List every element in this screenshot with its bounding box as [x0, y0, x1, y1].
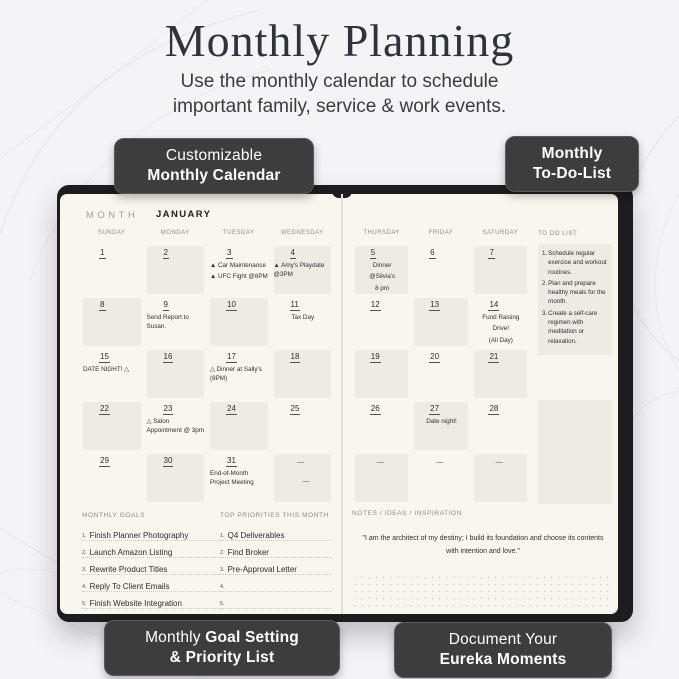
badge-text-segment: Monthly [145, 629, 206, 646]
day-number: 26 [370, 404, 380, 413]
cell-shading [210, 298, 268, 346]
monthly-goal-item [82, 558, 224, 575]
calendar-day-cell [471, 348, 530, 400]
cell-shading [210, 402, 268, 450]
calendar-day-cell [271, 296, 335, 348]
todo-item-text: Create a self-care regimen with meditation or relaxation. [548, 309, 598, 345]
event-entry: Dinner [372, 262, 392, 269]
monthly-goals-list [82, 524, 224, 609]
calendar-day-cell [352, 348, 411, 400]
day-number: 2 [163, 248, 168, 257]
day-header: TUESDAY [223, 230, 255, 236]
right-page-day-headers [352, 230, 530, 236]
dot-grid [352, 574, 610, 610]
day-number: 28 [489, 404, 499, 413]
event-entry: @Silvia's [369, 273, 396, 281]
day-number: 29 [100, 456, 109, 465]
todo-item-number: 3. [542, 309, 548, 317]
day-number: 7 [489, 248, 494, 257]
event-entry: Tax Day [291, 314, 315, 321]
calendar-day-cell [471, 296, 530, 348]
calendar-day-cell [144, 348, 208, 400]
event-entry: △ Salon Appointment @ 3pm [146, 418, 204, 435]
calendar-day-cell [207, 348, 271, 400]
todo-list-column [538, 230, 614, 345]
badge-text-segment: Monthly [541, 145, 603, 162]
calendar-day-cell [207, 296, 271, 348]
subtitle-line: important family, service & work events. [172, 95, 507, 117]
calendar-day-cell [352, 296, 411, 348]
calendar-day-cell [411, 452, 470, 504]
left-page-day-headers [80, 230, 334, 236]
calendar-day-cell [144, 296, 208, 348]
list-item-number: 5. [82, 601, 87, 607]
left-page-calendar-grid [80, 244, 334, 504]
calendar-day-cell [144, 400, 208, 452]
badge-text-line [125, 166, 303, 186]
calendar-day-cell [471, 244, 530, 296]
day-number: 19 [370, 352, 380, 361]
todo-list-header: TO DO LIST [538, 230, 578, 237]
monthly-goal-item [82, 524, 224, 541]
cell-shading [355, 350, 408, 398]
calendar-day-cell [352, 400, 411, 452]
calendar-day-cell [80, 348, 144, 400]
cell-shading [83, 298, 141, 346]
day-number: 8 [100, 300, 105, 309]
calendar-day-cell [207, 452, 271, 504]
calendar-day-cell [80, 244, 144, 296]
calendar-day-cell [411, 244, 470, 296]
event-entry: △ Dinner at Sally's (8PM) [210, 366, 262, 383]
page-spine [341, 194, 343, 614]
badge-text-line [125, 146, 303, 166]
top-priorities-list [220, 524, 332, 609]
calendar-day-cell [471, 452, 530, 504]
day-header: SUNDAY [97, 230, 126, 236]
event-entry: ▲ Car Maintenance [210, 262, 266, 269]
event-entry: Date night! [426, 418, 457, 425]
day-header: THURSDAY [363, 230, 400, 236]
list-item-text: Launch Amazon Listing [89, 548, 173, 557]
priority-item [220, 575, 332, 592]
list-item-number: 1. [82, 533, 87, 539]
day-number: 1 [100, 248, 105, 257]
list-item-number: 3. [220, 567, 225, 573]
badge-text-segment: Document Your [448, 631, 558, 648]
day-events [414, 417, 468, 428]
monthly-goal-item [82, 592, 224, 609]
list-item-text: Find Broker [227, 548, 269, 557]
day-number: 20 [430, 352, 440, 361]
day-events [147, 313, 206, 334]
priority-item [220, 558, 332, 575]
calendar-day-cell [144, 452, 208, 504]
day-number: 22 [100, 404, 109, 413]
cell-shading [147, 350, 205, 398]
list-item-number: 1. [220, 533, 225, 539]
day-events [474, 313, 528, 347]
month-value-handwritten: JANUARY [156, 209, 212, 220]
handwritten-quote: "I am the architect of my destiny; I build its foundation and choose its contents with intention and love." [362, 535, 604, 556]
top-priorities-section [220, 512, 332, 609]
day-number: 3 [227, 248, 232, 257]
day-events [355, 261, 409, 295]
todo-item [542, 249, 609, 277]
badge-document-eureka-moments [394, 622, 612, 678]
list-item-text: Finish Website Integration [89, 599, 182, 608]
list-item-number: 2. [220, 550, 225, 556]
calendar-day-cell [207, 400, 271, 452]
priority-item [220, 524, 332, 541]
badge-text-line [115, 628, 329, 648]
day-number: 17 [227, 352, 236, 361]
badge-text-line [516, 164, 628, 184]
calendar-day-cell [207, 244, 271, 296]
calendar-day-cell [271, 348, 335, 400]
todo-item-number: 2. [542, 279, 548, 287]
month-label: MONTH [86, 210, 139, 221]
calendar-day-cell [411, 400, 470, 452]
monthly-goal-item [82, 575, 224, 592]
day-events [83, 365, 142, 376]
day-events [210, 261, 269, 284]
calendar-day-cell [80, 296, 144, 348]
calendar-day-cell [411, 296, 470, 348]
notes-section [352, 510, 614, 559]
badge-text-line [405, 630, 601, 650]
calendar-day-cell [80, 400, 144, 452]
day-header: MONDAY [160, 230, 190, 236]
empty-day-dash: — [376, 459, 384, 466]
calendar-day-cell [352, 452, 411, 504]
badge-text-line [115, 648, 329, 668]
day-number: 13 [430, 300, 440, 309]
day-events [274, 261, 333, 282]
day-number: 9 [163, 300, 168, 309]
day-events [210, 365, 269, 386]
badge-text-segment: Goal Setting [205, 629, 299, 646]
badge-monthly-goal-setting [104, 620, 340, 676]
todo-empty-block [538, 400, 612, 504]
notes-header: NOTES / IDEAS / INSPIRATION [352, 510, 462, 517]
calendar-day-cell [144, 244, 208, 296]
badge-text-segment: Eureka Moments [439, 651, 567, 669]
day-number: 4 [290, 248, 295, 257]
day-number: 12 [370, 300, 380, 309]
badge-text-segment: To-Do-List [532, 165, 612, 183]
calendar-day-cell [271, 452, 335, 504]
list-item-text: Rewrite Product Titles [89, 565, 168, 574]
calendar-day-cell [80, 452, 144, 504]
monthly-goals-section [82, 512, 224, 609]
badge-text-line [516, 144, 628, 164]
cell-shading [147, 246, 205, 294]
day-number: 27 [430, 404, 440, 413]
day-number: 31 [227, 456, 236, 465]
planner-cover [57, 185, 633, 622]
day-events [147, 417, 206, 438]
priority-item [220, 592, 332, 609]
day-number: 10 [227, 300, 236, 309]
planner-pages [60, 194, 618, 614]
cell-shading [414, 298, 467, 346]
top-priorities-header: TOP PRIORITIES THIS MONTH [220, 512, 329, 519]
day-number: 21 [489, 352, 499, 361]
day-number: 15 [100, 352, 109, 361]
list-item-text: Pre-Approval Letter [227, 565, 297, 574]
day-events [210, 469, 269, 490]
badge-monthly-to-do-list [505, 136, 639, 192]
badge-text-segment: Customizable [165, 147, 263, 164]
todo-item-text: Plan and prepare healthy meals for the month. [548, 279, 606, 306]
day-header: FRIDAY [428, 230, 454, 236]
empty-day-dash: — [436, 459, 444, 466]
page-title: Monthly Planning [164, 15, 515, 66]
todo-item-number: 1. [542, 250, 548, 257]
event-entry: ▲ Amy's Playdate @3PM [273, 262, 325, 279]
day-events [274, 313, 333, 324]
calendar-day-cell [411, 348, 470, 400]
event-entry: DATE NIGHT! △ [83, 366, 130, 373]
list-item-number: 5. [220, 601, 225, 607]
empty-day-dash: — [297, 459, 305, 466]
day-number: 11 [290, 300, 299, 309]
monthly-goal-item [82, 541, 224, 558]
cell-shading [83, 402, 141, 450]
badge-text-segment: Monthly Calendar [147, 167, 281, 185]
list-item-text: Q4 Deliverables [227, 531, 285, 540]
day-number: 5 [370, 248, 376, 257]
event-entry: (All Day) [488, 336, 513, 344]
list-item-number: 4. [220, 584, 225, 590]
subtitle-line: Use the monthly calendar to schedule [180, 71, 499, 92]
list-item-number: 2. [82, 550, 87, 556]
todo-item [542, 279, 609, 307]
page-subtitle [0, 70, 679, 119]
list-item-number: 3. [82, 567, 87, 573]
day-number: 16 [163, 352, 173, 361]
badge-text-line [405, 650, 601, 670]
list-item-text: Reply To Client Emails [89, 582, 170, 591]
cell-shading [474, 246, 527, 294]
cell-shading [147, 454, 205, 502]
event-entry: ▲ UFC Fight @8PM [210, 273, 268, 281]
todo-item-text: Schedule regular exercise and workout routines. [548, 250, 607, 276]
day-number: 23 [163, 404, 173, 413]
badge-customizable-monthly-calendar [114, 138, 314, 194]
day-number: 25 [290, 404, 300, 413]
cell-shading [274, 350, 332, 398]
calendar-day-cell [471, 400, 530, 452]
list-item-number: 4. [82, 584, 87, 590]
day-number: 18 [290, 352, 300, 361]
event-entry: End-of-Month Project Meeting [210, 470, 254, 487]
empty-day-dash: — [495, 459, 503, 466]
day-number: 6 [430, 248, 435, 257]
event-entry: Send Report to Susan. [146, 314, 189, 331]
day-header: WEDNESDAY [280, 230, 324, 236]
day-number: 14 [489, 300, 499, 309]
event-entry: Fund Raising [482, 314, 520, 321]
day-number: 30 [163, 456, 173, 465]
priority-item [220, 541, 332, 558]
cell-shading [474, 350, 527, 398]
todo-list-block [538, 244, 612, 355]
todo-item [542, 309, 609, 346]
day-number: 24 [227, 404, 236, 413]
badge-text-segment: & Priority List [169, 649, 275, 667]
empty-day-dash: — [302, 478, 310, 485]
calendar-day-cell [271, 400, 335, 452]
right-page-calendar-grid [352, 244, 530, 504]
calendar-day-cell [271, 244, 335, 296]
monthly-goals-header: MONTHLY GOALS [82, 512, 146, 519]
list-item-text: Finish Planner Photography [89, 531, 189, 540]
day-header: SATURDAY [482, 230, 519, 236]
event-entry: 8 pm [375, 284, 390, 292]
calendar-day-cell [352, 244, 411, 296]
event-entry: Drive! [492, 325, 510, 333]
